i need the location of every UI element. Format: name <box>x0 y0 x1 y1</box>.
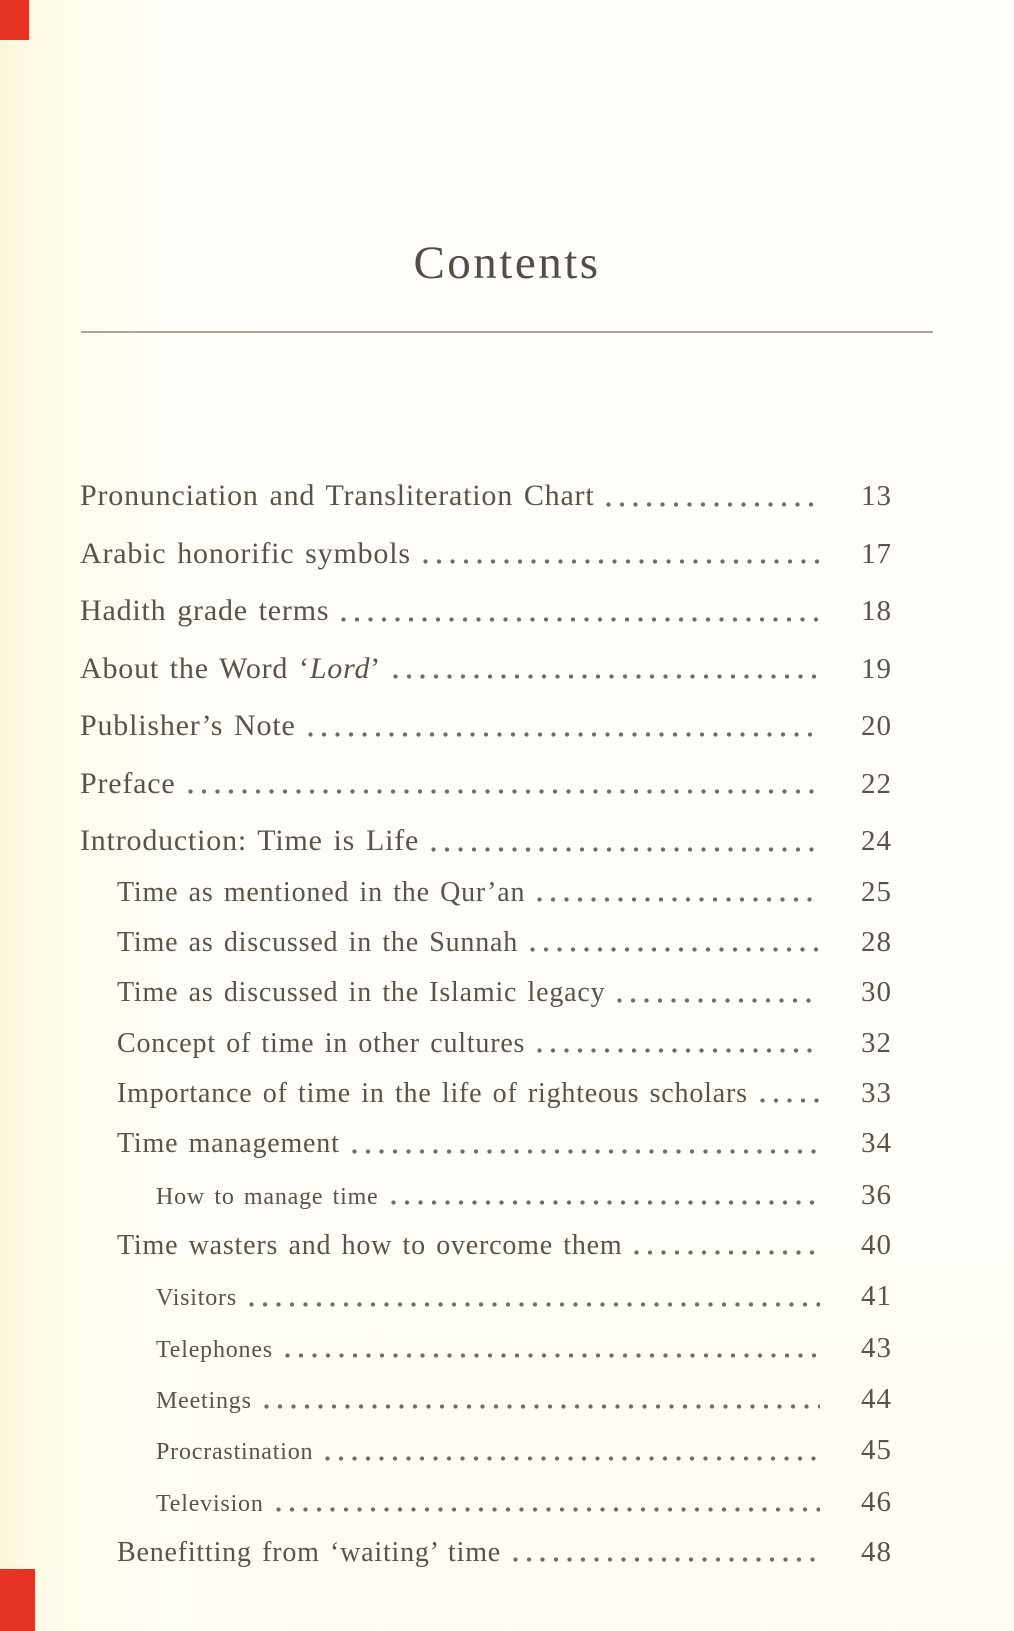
toc-entry-label: Importance of time in the life of righteous scholars <box>117 1077 748 1109</box>
toc-entry-page: 43 <box>861 1331 892 1364</box>
toc-list <box>80 479 892 1569</box>
toc-entry <box>80 1179 892 1212</box>
toc-entry-label: Hadith grade terms <box>80 594 330 627</box>
toc-entry-page: 25 <box>861 875 892 908</box>
toc-entry-page: 24 <box>861 825 892 857</box>
toc-entry-page: 46 <box>861 1485 892 1518</box>
toc-entry-label: Pronunciation and Transliteration Chart <box>80 479 595 512</box>
toc-entry <box>80 594 892 629</box>
toc-entry-label: Introduction: Time is Life <box>80 824 420 857</box>
toc-entry-page: 13 <box>861 480 892 512</box>
toc-entry-label: Time as discussed in the Sunnah <box>117 926 519 958</box>
toc-entry-label: Arabic honorific symbols <box>80 536 411 570</box>
toc-entry-page: 45 <box>861 1434 892 1467</box>
toc-entry-page: 36 <box>861 1178 892 1211</box>
toc-entry <box>80 1127 892 1160</box>
toc-entry-page: 40 <box>861 1228 892 1261</box>
toc-entry-page: 41 <box>861 1280 892 1313</box>
toc-entry-label: Time as mentioned in the Qur’an <box>117 876 526 908</box>
dot-leader <box>264 1404 820 1409</box>
toc-entry <box>80 1027 892 1060</box>
toc-entry-label: Time as discussed in the Islamic legacy <box>117 977 606 1009</box>
toc-entry <box>80 1486 892 1519</box>
toc-entry <box>80 1434 892 1467</box>
dot-leader <box>341 617 820 622</box>
toc-entry-label: Procrastination <box>156 1439 314 1466</box>
dot-leader <box>423 559 820 564</box>
toc-entry <box>80 976 892 1009</box>
toc-entry-label: Concept of time in other cultures <box>117 1027 526 1059</box>
toc-entry-label: Preface <box>80 766 176 800</box>
dot-leader <box>431 847 820 852</box>
scan-red-mark-top <box>0 0 29 40</box>
toc-entry <box>80 1332 892 1365</box>
toc-entry-label: Telephones <box>156 1336 273 1363</box>
toc-entry-page: 32 <box>861 1026 892 1059</box>
dot-leader <box>617 998 820 1003</box>
toc-entry-label: How to manage time <box>156 1183 379 1210</box>
toc-entry-label: Publisher’s Note <box>80 709 296 742</box>
toc-entry-page: 30 <box>861 976 892 1009</box>
dot-leader <box>634 1250 820 1255</box>
page-title: Contents <box>413 237 601 289</box>
dot-leader <box>285 1353 820 1358</box>
toc-entry-page: 28 <box>861 925 892 958</box>
dot-leader <box>325 1456 820 1461</box>
toc-entry-label: Television <box>156 1490 264 1517</box>
dot-leader <box>760 1098 820 1103</box>
toc-entry-page: 44 <box>861 1382 892 1415</box>
toc-entry-label: About the Word ‘Lord’ <box>80 651 382 685</box>
dot-leader <box>188 789 820 794</box>
toc-entry <box>80 652 892 687</box>
dot-leader <box>308 732 820 737</box>
toc-entry <box>80 1280 892 1313</box>
toc-entry-label: Time wasters and how to overcome them <box>117 1229 623 1261</box>
dot-leader <box>530 947 820 952</box>
dot-leader <box>606 502 820 507</box>
toc-entry-page: 20 <box>861 710 892 742</box>
toc-entry <box>80 1383 892 1416</box>
toc-entry <box>80 876 892 909</box>
dot-leader <box>276 1507 820 1512</box>
dot-leader <box>249 1302 820 1307</box>
toc-entry <box>80 1077 892 1110</box>
toc-entry-page: 17 <box>861 537 892 570</box>
toc-entry <box>80 1536 892 1569</box>
toc-entry <box>80 1229 892 1262</box>
dot-leader <box>391 1200 820 1205</box>
toc-entry <box>80 824 892 859</box>
dot-leader <box>393 674 820 679</box>
toc-entry-page: 22 <box>861 767 892 800</box>
title-rule <box>81 331 933 333</box>
toc-entry <box>80 767 892 802</box>
toc-entry <box>80 709 892 744</box>
toc-entry-page: 19 <box>861 652 892 685</box>
toc-entry-label: Visitors <box>156 1285 237 1312</box>
toc-entry-page: 48 <box>861 1535 892 1568</box>
dot-leader <box>513 1557 820 1562</box>
toc-entry <box>80 926 892 959</box>
dot-leader <box>537 897 820 902</box>
toc-entry-label: Meetings <box>156 1387 252 1414</box>
dot-leader <box>352 1149 820 1154</box>
toc-entry-label: Benefitting from ‘waiting’ time <box>117 1536 502 1568</box>
toc-entry-page: 34 <box>861 1127 892 1160</box>
dot-leader <box>537 1048 820 1053</box>
toc-entry-page: 18 <box>861 595 892 627</box>
toc-entry <box>80 537 892 572</box>
toc-entry-label: Time management <box>117 1128 340 1160</box>
toc-entry-page: 33 <box>861 1076 892 1109</box>
scan-red-mark-bottom <box>0 1569 35 1631</box>
toc-entry <box>80 479 892 514</box>
